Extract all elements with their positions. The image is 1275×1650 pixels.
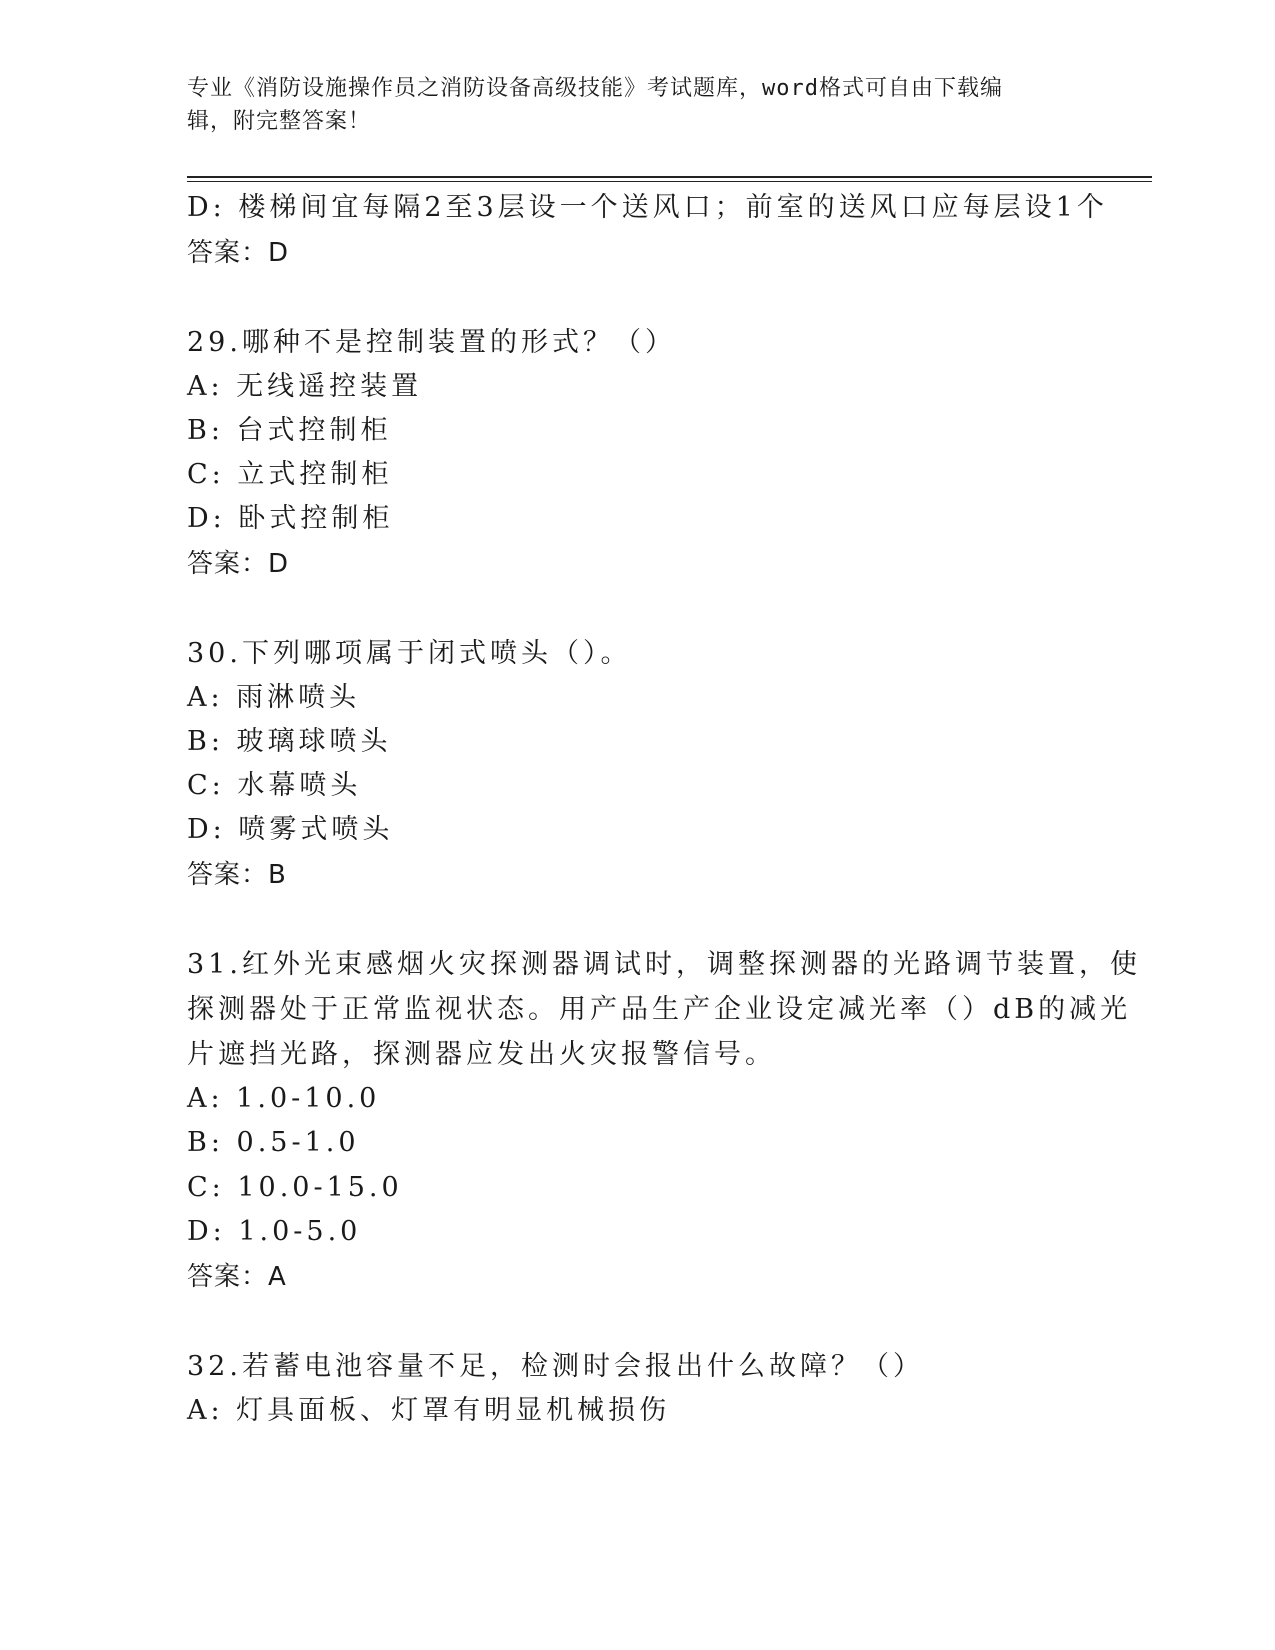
q31-option-d: D: 1.0-5.0 xyxy=(187,1216,362,1247)
q29-option-a: A: 无线遥控装置 xyxy=(187,371,423,402)
header-line-2: 辑，附完整答案！ xyxy=(187,109,372,134)
q31-stem-line-2: 探测器处于正常监视状态。用产品生产企业设定减光率（）dB的减光 xyxy=(187,994,1132,1025)
q30-option-b: B: 玻璃球喷头 xyxy=(187,726,392,757)
q29-stem: 29.哪种不是控制装置的形式？（） xyxy=(187,327,676,358)
header-divider-thick xyxy=(187,176,1152,178)
q29-option-c: C: 立式控制柜 xyxy=(187,459,393,490)
q30-answer: 答案：B xyxy=(187,860,287,890)
header-line-1: 专业《消防设施操作员之消防设备高级技能》考试题库，word格式可自由下载编 xyxy=(187,76,1003,101)
q31-answer: 答案：A xyxy=(187,1262,287,1292)
q31-option-a: A: 1.0-10.0 xyxy=(187,1083,381,1114)
document-header xyxy=(187,72,1067,138)
q30-option-c: C: 水幕喷头 xyxy=(187,770,362,801)
q31-stem-line-3: 片遮挡光路，探测器应发出火灾报警信号。 xyxy=(187,1039,776,1070)
q31-option-c: C: 10.0-15.0 xyxy=(187,1172,403,1203)
header-divider-thin xyxy=(187,181,1152,182)
q28-answer: 答案：D xyxy=(187,238,290,268)
q31-stem-line-1: 31.红外光束感烟火灾探测器调试时，调整探测器的光路调节装置，使 xyxy=(187,949,1141,980)
q30-stem: 30.下列哪项属于闭式喷头（）。 xyxy=(187,638,632,669)
q29-option-b: B: 台式控制柜 xyxy=(187,415,392,446)
q30-option-a: A: 雨淋喷头 xyxy=(187,682,361,713)
q31-option-b: B: 0.5-1.0 xyxy=(187,1127,360,1158)
q30-option-d: D: 喷雾式喷头 xyxy=(187,814,394,845)
q29-option-d: D: 卧式控制柜 xyxy=(187,503,394,534)
q32-stem: 32.若蓄电池容量不足，检测时会报出什么故障？（） xyxy=(187,1351,924,1382)
q28-option-d: D: 楼梯间宜每隔2至3层设一个送风口；前室的送风口应每层设1个 xyxy=(187,192,1108,223)
q32-option-a: A: 灯具面板、灯罩有明显机械损伤 xyxy=(187,1395,671,1426)
q29-answer: 答案：D xyxy=(187,549,290,579)
